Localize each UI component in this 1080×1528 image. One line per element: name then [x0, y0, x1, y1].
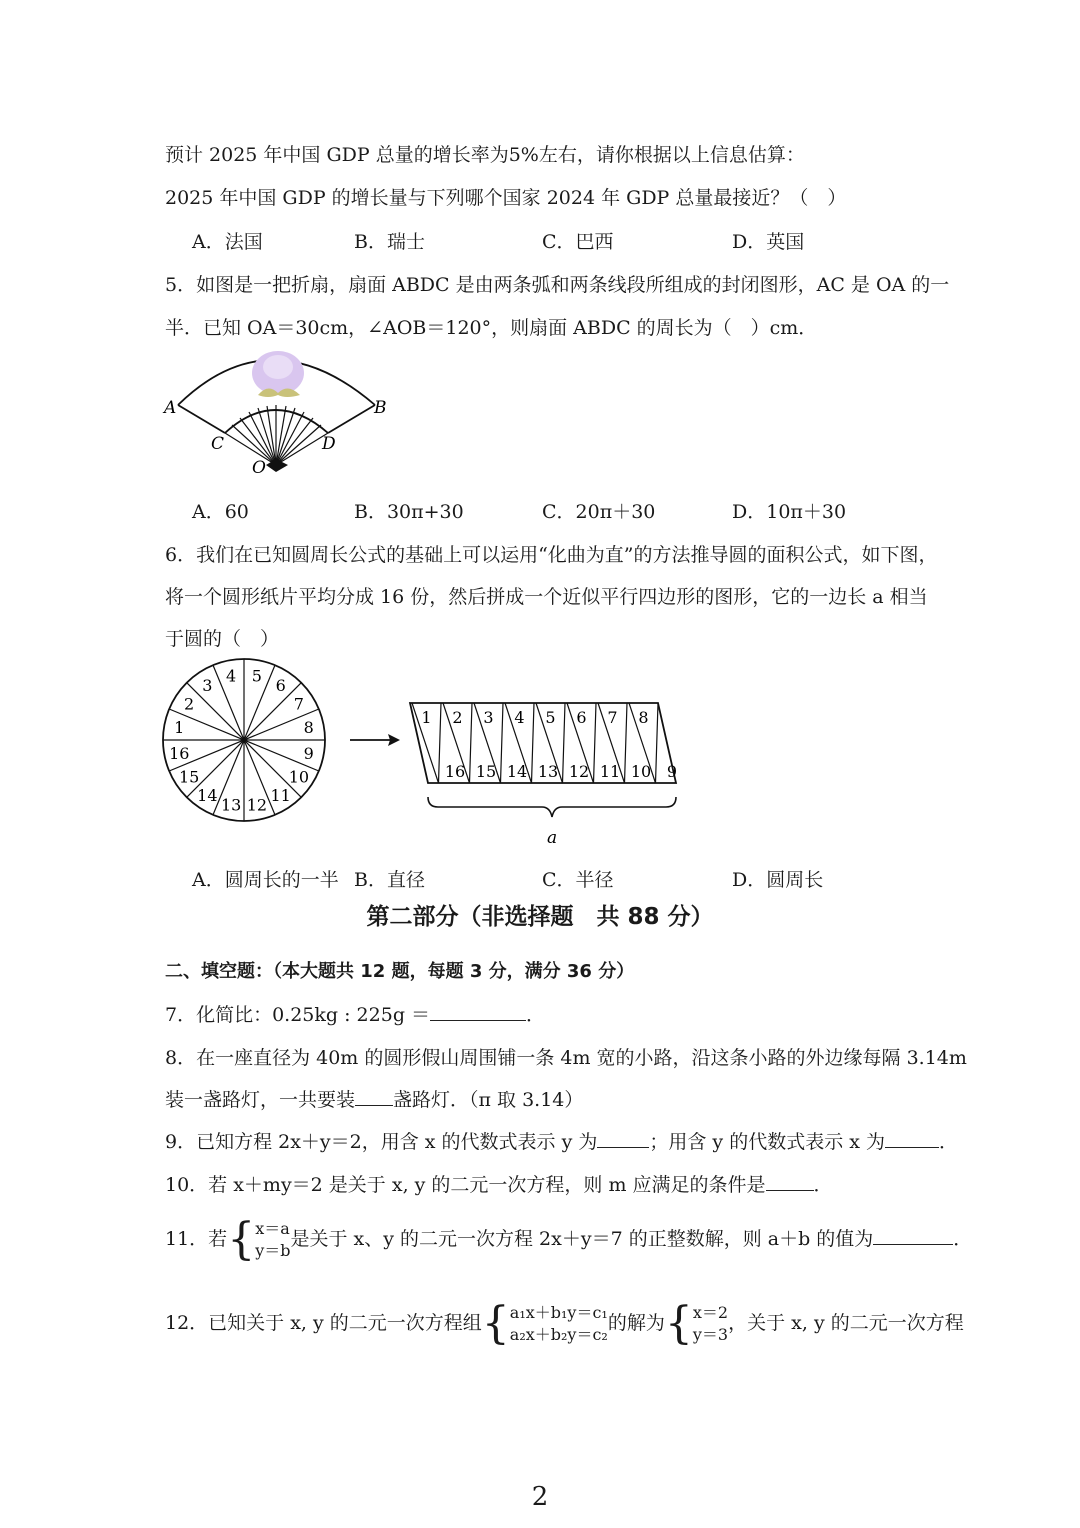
q4-line2: 2025 年中国 GDP 的增长量与下列哪个国家 2024 年 GDP 总量最接近？（ ）: [165, 187, 847, 209]
q12-sol2: y＝3: [692, 1325, 729, 1344]
q12-mid: 的解为: [607, 1312, 665, 1334]
brace-label-a: a: [547, 828, 558, 848]
q9-end: ．: [938, 1131, 958, 1153]
strip-divider: [656, 703, 659, 783]
q5-line2: 半．已知 OA＝30cm，∠AOB＝120°，则扇面 ABDC 的周长为（ ）cm．: [165, 317, 818, 339]
fan-label-o: O: [252, 458, 266, 478]
strip-top-number: 8: [638, 708, 649, 727]
circle-sector-number: 11: [270, 785, 291, 805]
q8-line2: [165, 1085, 583, 1112]
q5-option-b: B．30π+30: [354, 501, 464, 523]
q10-text: 10．若 x＋my＝2 是关于 x, y 的二元一次方程，则 m 应满足的条件是: [165, 1174, 766, 1196]
q5-line1: 5．如图是一把折扇，扇面 ABDC 是由两条弧和两条线段所组成的封闭图形，AC 是 OA 的一: [165, 274, 950, 296]
strip-divider: [594, 703, 597, 783]
q11-answer-blank[interactable]: [873, 1228, 953, 1245]
q8-text-b: 盏路灯．（π 取 3.14）: [393, 1089, 584, 1111]
strip-top-number: 6: [576, 708, 587, 727]
q12-system: [510, 1302, 608, 1346]
q6-option-a: A．圆周长的一半: [192, 869, 339, 891]
strip-bottom-number: 14: [506, 762, 528, 781]
q11-end: ．: [953, 1228, 973, 1250]
fan-label-d: D: [322, 434, 336, 454]
q11-eq1: x＝a: [255, 1219, 290, 1238]
strip-top-number: 5: [545, 708, 556, 727]
q11: [165, 1214, 973, 1265]
q4-option-b: B．瑞士: [354, 231, 425, 253]
q6-option-c: C．半径: [542, 869, 614, 891]
q6-option-b: B．直径: [354, 869, 425, 891]
q12-eq1: a₁x＋b₁y＝c₁: [509, 1303, 608, 1322]
q7-end: ．: [526, 1004, 546, 1026]
q8-line1: 8．在一座直径为 40m 的圆形假山周围铺一条 4m 宽的小路，沿这条小路的外边缘每隔 3.14m: [165, 1047, 967, 1069]
page-number: 2: [531, 1482, 549, 1512]
q10-end: ．: [813, 1174, 833, 1196]
circle-sector-number: 6: [275, 676, 286, 696]
strip-bottom-number: 10: [630, 762, 652, 781]
circle-sector-number: 7: [293, 694, 304, 714]
q12-post: ，关于 x, y 的二元一次方程: [728, 1312, 964, 1334]
circle-sector-number: 1: [174, 718, 185, 738]
strip-divider: [501, 703, 504, 783]
strip-bottom-number: 13: [537, 762, 559, 781]
q10: [165, 1170, 833, 1197]
q8-answer-blank[interactable]: [355, 1089, 393, 1106]
circle-sector-number: 16: [169, 743, 190, 763]
strip-top-number: 1: [421, 708, 432, 727]
q11-brace: {: [227, 1214, 256, 1265]
q9: [165, 1127, 958, 1154]
fan-label-c: C: [211, 434, 225, 454]
q7-text: 7．化简比：0.25kg : 225g ＝: [165, 1004, 431, 1026]
q8-text-a: 装一盏路灯，一共要装: [165, 1089, 356, 1111]
strip-divider: [625, 703, 628, 783]
q12-solution: [693, 1302, 728, 1346]
strip-top-number: 3: [483, 708, 494, 727]
q10-answer-blank[interactable]: [766, 1174, 814, 1191]
strip-divider: [470, 703, 473, 783]
q12-pre: 12．已知关于 x, y 的二元一次方程组: [165, 1312, 482, 1334]
q12: [165, 1298, 964, 1349]
circle-sector-number: 8: [303, 718, 314, 738]
q4-option-d: D．英国: [732, 231, 805, 253]
circle-sector-number: 9: [303, 743, 314, 763]
strip-bottom-number: 16: [444, 762, 466, 781]
q11-pre: 11．若: [165, 1228, 228, 1250]
q4-line1: 预计 2025 年中国 GDP 总量的增长率为5%左右，请你根据以上信息估算：: [165, 144, 805, 166]
circle-sector-number: 12: [246, 795, 268, 815]
q4-option-a: A．法国: [192, 231, 263, 253]
circle-sector-number: 4: [226, 666, 237, 686]
q11-system: [255, 1218, 290, 1262]
circle-sector-number: 13: [220, 795, 242, 815]
strip-top-number: 7: [607, 708, 618, 727]
circle-to-parallelogram-figure: [160, 655, 690, 855]
q7: [165, 1000, 545, 1027]
fan-label-a: A: [164, 398, 177, 418]
strip-top-number: 2: [452, 708, 463, 727]
strip-bottom-number: 12: [568, 762, 590, 781]
q12-sol1: x＝2: [692, 1303, 729, 1322]
q6-option-d: D．圆周长: [732, 869, 824, 891]
fan-label-b: B: [374, 398, 387, 418]
strip-top-number: 4: [514, 708, 525, 727]
strip-bottom-number: 15: [475, 762, 497, 781]
q9-answer-blank-1[interactable]: [597, 1131, 649, 1148]
circle-sector-number: 5: [251, 666, 262, 686]
circle-sector-number: 15: [178, 767, 200, 787]
q11-post: 是关于 x、y 的二元一次方程 2x＋y＝7 的正整数解，则 a＋b 的值为: [290, 1228, 874, 1250]
q9-text-a: 9．已知方程 2x＋y＝2，用含 x 的代数式表示 y 为: [165, 1131, 598, 1153]
q12-brace-2: {: [664, 1298, 693, 1349]
q9-answer-blank-2[interactable]: [885, 1131, 939, 1148]
strip-bottom-number: 11: [599, 762, 621, 781]
folding-fan-figure: [160, 345, 400, 480]
q11-eq2: y＝b: [255, 1241, 291, 1260]
part2-title: 第二部分（非选择题 共 88 分）: [366, 904, 714, 930]
strip-divider: [439, 703, 442, 783]
q6-line2: 将一个圆形纸片平均分成 16 份，然后拼成一个近似平行四边形的图形，它的一边长 a 相当: [165, 586, 928, 608]
q5-option-d: D．10π＋30: [732, 501, 847, 523]
circle-sector-number: 14: [197, 785, 218, 805]
strip-bottom-number: 9: [666, 762, 678, 781]
q4-option-c: C．巴西: [542, 231, 614, 253]
q9-text-b: ；用含 y 的代数式表示 x 为: [649, 1131, 885, 1153]
strip-divider: [532, 703, 535, 783]
fill-blank-heading: 二、填空题：（本大题共 12 题，每题 3 分，满分 36 分）: [165, 961, 635, 982]
q6-line3: 于圆的（ ）: [165, 628, 280, 650]
q5-option-a: A．60: [192, 501, 249, 523]
circle-sector-number: 3: [202, 676, 213, 696]
q12-eq2: a₂x＋b₂y＝c₂: [509, 1325, 608, 1344]
q7-answer-blank[interactable]: [430, 1004, 526, 1021]
q12-brace-1: {: [481, 1298, 510, 1349]
q6-line1: 6．我们在已知圆周长公式的基础上可以运用“化曲为直”的方法推导圆的面积公式，如下图，: [165, 544, 938, 566]
circle-sector-number: 2: [184, 694, 195, 714]
strip-divider: [563, 703, 566, 783]
q5-option-c: C．20π＋30: [542, 501, 656, 523]
circle-sector-number: 10: [288, 767, 310, 787]
